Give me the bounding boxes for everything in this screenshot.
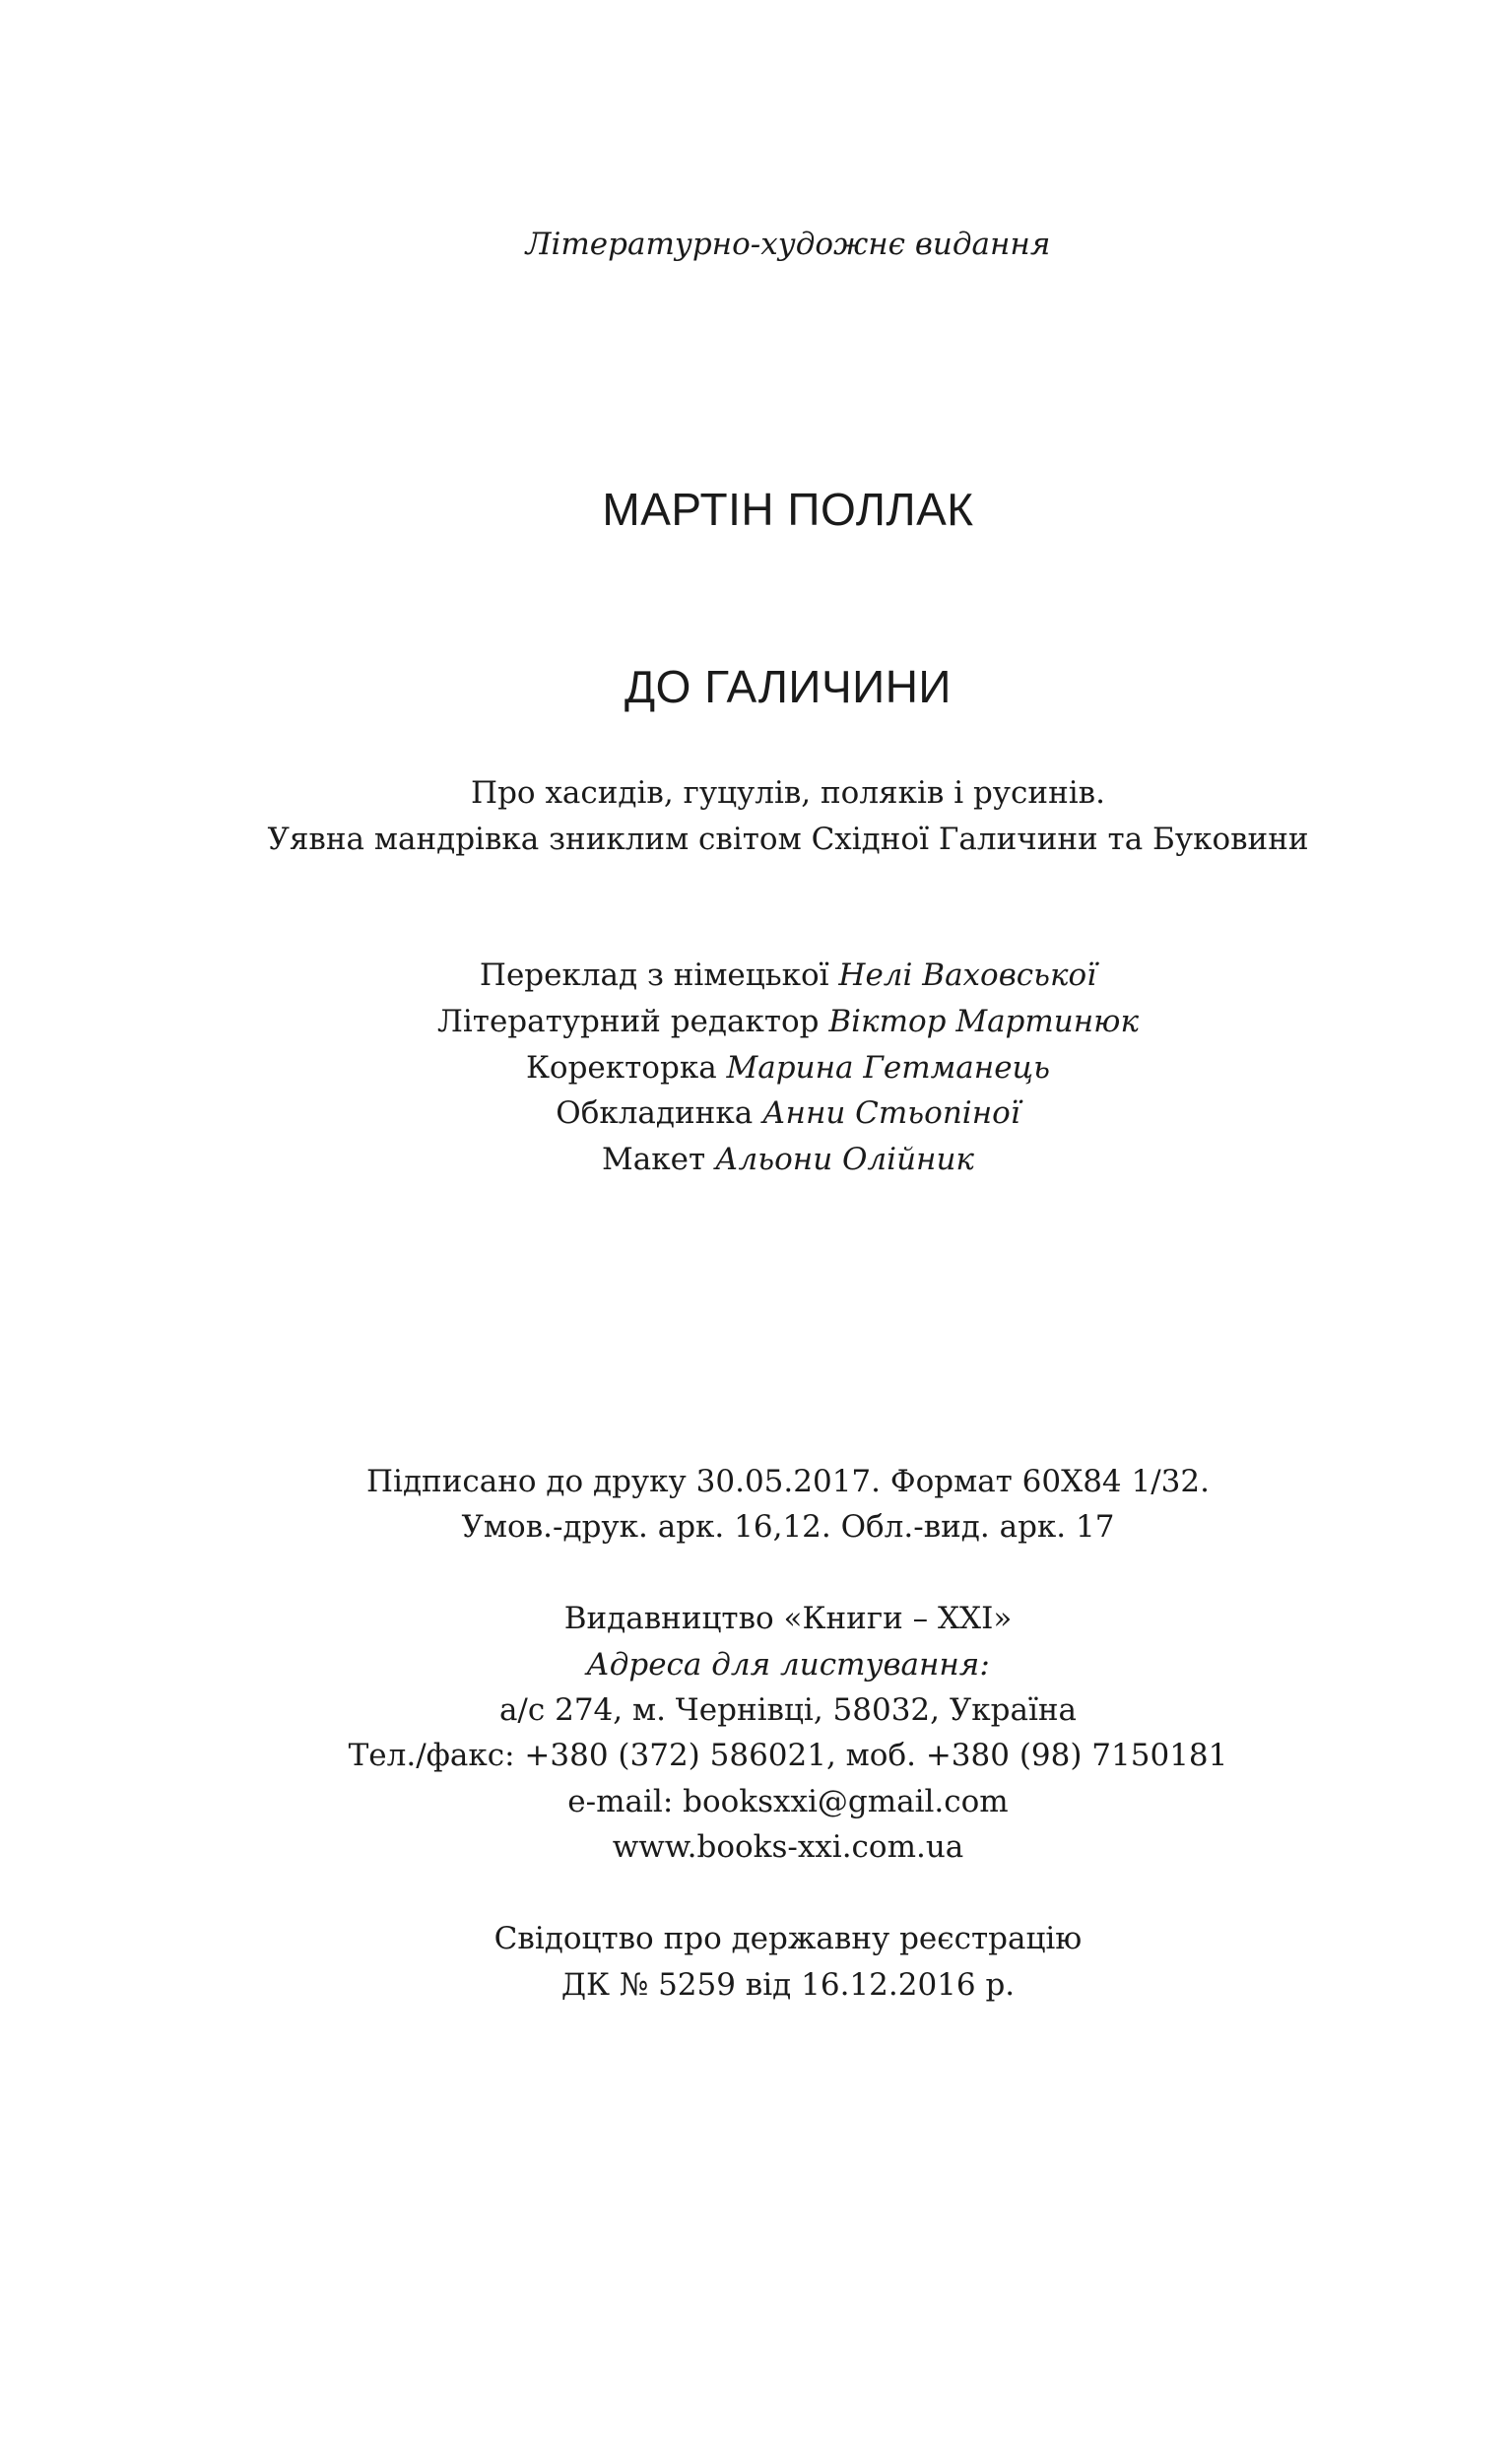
credit-editor: [0, 1002, 1512, 1041]
publisher-email: e-mail: booksxxi@gmail.com: [567, 1784, 1009, 1819]
registration-line-2: ДК № 5259 від 16.12.2016 р.: [560, 1967, 1016, 2003]
print-info-line-1: Підписано до друку 30.05.2017. Формат 60Х84 1/32.: [366, 1464, 1210, 1499]
credit-role: Літературний редактор: [437, 1004, 820, 1039]
credit-role: Коректорка: [525, 1050, 717, 1086]
credit-cover: [0, 1093, 1512, 1133]
subtitle-line-1: Про хасидів, гуцулів, поляків і русинів.: [471, 775, 1105, 811]
subtitle-line-2: Уявна мандрівка зниклим світом Східної Галичини та Буковини: [267, 822, 1309, 857]
credit-name: Марина Гетманець: [726, 1050, 1051, 1086]
publisher-phone: Тел./факс: +380 (372) 586021, моб. +380 (98) 7150181: [348, 1738, 1228, 1773]
credit-name: Альони Олійник: [715, 1142, 974, 1177]
print-info-line-2: Умов.-друк. арк. 16,12. Обл.-вид. арк. 17: [461, 1509, 1115, 1545]
address-label: Адреса для листування:: [586, 1647, 990, 1683]
author-name: МАРТІН ПОЛЛАК: [602, 484, 974, 535]
credit-name: Віктор Мартинюк: [828, 1004, 1139, 1039]
edition-type: Літературно-художнє видання: [525, 227, 1051, 262]
credit-layout: [0, 1140, 1512, 1179]
credit-role: Макет: [602, 1142, 706, 1177]
credit-name: Анни Стьопіної: [762, 1095, 1020, 1131]
credit-proofreader: [0, 1048, 1512, 1088]
publisher-address: а/с 274, м. Чернівці, 58032, Україна: [498, 1692, 1078, 1728]
publisher-name: Видавництво «Книги – XXI»: [563, 1601, 1013, 1636]
credit-role: Обкладинка: [556, 1095, 754, 1131]
registration-line-1: Свідоцтво про державну реєстрацію: [493, 1921, 1083, 1956]
publisher-website: www.books-xxi.com.ua: [612, 1829, 964, 1865]
credit-name: Нелі Ваховської: [838, 957, 1097, 993]
credit-role: Переклад з німецької: [479, 957, 829, 993]
credit-translator: [0, 956, 1512, 995]
book-title: ДО ГАЛИЧИНИ: [625, 661, 952, 712]
